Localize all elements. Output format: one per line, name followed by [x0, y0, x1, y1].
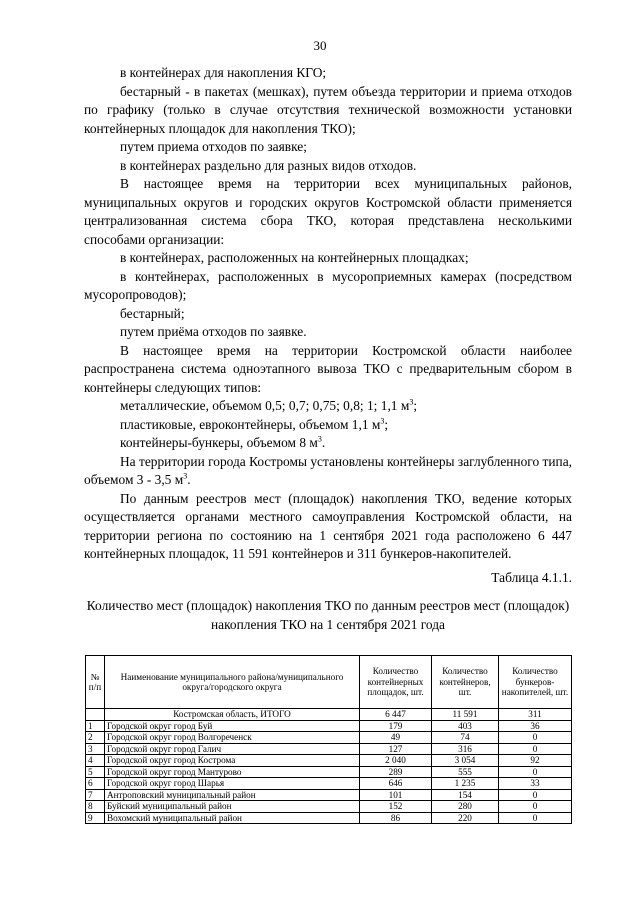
cell: 4: [86, 755, 105, 767]
header-cell: № п/п: [86, 656, 105, 709]
table-row: [86, 743, 572, 755]
cell: 36: [499, 720, 572, 732]
cell: Городской округ город Буй: [105, 720, 360, 732]
cell: 0: [499, 801, 572, 813]
cell: 92: [499, 755, 572, 767]
cell: 289: [360, 766, 432, 778]
cell: 179: [360, 720, 432, 732]
paragraph: бестарный;: [120, 305, 185, 321]
data-table: [85, 655, 572, 824]
cell: 0: [499, 812, 572, 824]
cell: 5: [86, 766, 105, 778]
cell: 101: [360, 789, 432, 801]
header-cell: Количество бункеров-накопителей, шт.: [499, 656, 572, 709]
cell: 0: [499, 732, 572, 744]
cell: 2: [86, 732, 105, 744]
paragraph: По данным реестров мест (площадок) накопления ТКО, ведение которых осуществляется органами местного самоуправления Костромской области, на территории региона по состоянию на 1 сентября 2021 года расположено 6 447 контейнерных площадок, 11 591 контейнеров и 311 бункеров-накопителей.: [84, 490, 572, 561]
cell: 9: [86, 812, 105, 824]
cell: 86: [360, 812, 432, 824]
superscript: 3: [317, 434, 322, 444]
paragraph: в контейнерах, расположенных в мусороприемных камерах (посредством мусоропроводов);: [84, 268, 572, 302]
cell: 3 054: [432, 755, 499, 767]
table-total-row: [86, 709, 572, 721]
table-row: [86, 766, 572, 778]
paragraph: бестарный - в пакетах (мешках), путем объезда территории и приема отходов по графику (только в случае отсутствия технической возможности установки контейнерных площадок для накопления ТКО);: [84, 83, 572, 136]
superscript: 3: [183, 471, 188, 481]
table-header-row: [86, 656, 572, 709]
paragraph: пластиковые, евроконтейнеры, объемом 1,1 $м^3$;: [120, 416, 389, 432]
text: пластиковые, евроконтейнеры, объемом 1,1 м: [120, 416, 381, 432]
cell: 0: [499, 743, 572, 755]
table-number: Таблица 4.1.1.: [491, 570, 572, 585]
cell: 74: [432, 732, 499, 744]
paragraph: металлические, объемом 0,5; 0,7; 0,75; 0,8; 1; 1,1 $м^3$;: [120, 397, 418, 413]
cell: 555: [432, 766, 499, 778]
cell: 0: [499, 766, 572, 778]
paragraph: На территории города Костромы установлены контейнеры заглубленного типа, объемом 3 - 3,5 $м^3$.: [84, 453, 572, 487]
superscript: 3: [409, 397, 414, 407]
table-row: [86, 812, 572, 824]
text: металлические, объемом 0,5; 0,7; 0,75; 0,8; 1; 1,1 м: [120, 398, 410, 413]
superscript: 3: [380, 416, 385, 426]
paragraph: В настоящее время на территории всех муниципальных районов, муниципальных округов и городских округов Костромской области применяется централизованная система сбора ТКО, которая представлена несколькими способами организации:: [84, 176, 572, 247]
paragraph: в контейнерах, расположенных на контейнерных площадках;: [120, 250, 469, 265]
cell: 1: [86, 720, 105, 732]
paragraph: контейнеры-бункеры, объемом 8 $м^3$.: [120, 434, 326, 450]
cell: [86, 709, 105, 721]
paragraph: путем приема отходов по заявке;: [120, 139, 307, 154]
table-row: [86, 801, 572, 813]
cell: 220: [432, 812, 499, 824]
cell: Городской округ город Волгореченск: [105, 732, 360, 744]
cell: Городской округ город Галич: [105, 743, 360, 755]
paragraph: В настоящее время на территории Костромской области наиболее распространена система одноэтапного вывоза ТКО с предварительным сбором в контейнеры следующих типов:: [84, 342, 572, 395]
cell: 316: [432, 743, 499, 755]
cell: Городской округ город Шарья: [105, 778, 360, 790]
cell: 11 591: [432, 709, 499, 721]
cell: 7: [86, 789, 105, 801]
cell: 646: [360, 778, 432, 790]
cell: 8: [86, 801, 105, 813]
table-row: [86, 778, 572, 790]
paragraph: в контейнерах раздельно для разных видов отходов.: [120, 157, 417, 173]
page-number: 30: [313, 38, 327, 53]
cell: 2 040: [360, 755, 432, 767]
cell: 127: [360, 743, 432, 755]
cell: Антроповский муниципальный район: [105, 789, 360, 801]
cell: 152: [360, 801, 432, 813]
table-row: [86, 732, 572, 744]
cell: Буйский муниципальный район: [105, 801, 360, 813]
header-cell: Количество контейнеров, шт.: [432, 656, 499, 709]
cell: 154: [432, 789, 499, 801]
cell: 3: [86, 743, 105, 755]
cell: 6: [86, 778, 105, 790]
cell: Городской округ город Мантурово: [105, 766, 360, 778]
header-cell: Количество контейнерных площадок, шт.: [360, 656, 432, 709]
cell: 49: [360, 732, 432, 744]
cell: 403: [432, 720, 499, 732]
header-cell: Наименование муниципального района/муниципального округа/городского округа: [105, 656, 360, 709]
paragraph: в контейнерах для накопления КГО;: [120, 65, 327, 80]
cell: 1 235: [432, 778, 499, 790]
table-caption: Количество мест (площадок) накопления ТКО по данным реестров мест (площадок) накопления ТКО на 1 сентября 2021 года: [86, 598, 570, 632]
table-row: [86, 789, 572, 801]
paragraph: путем приёма отходов по заявке.: [120, 324, 307, 339]
text: На территории города Костромы установлены контейнеры заглубленного типа, объемом 3 - 3,5 м: [84, 453, 572, 487]
cell: Городской округ город Кострома: [105, 755, 360, 767]
text: контейнеры-бункеры, объемом 8 м: [120, 435, 318, 450]
cell: 280: [432, 801, 499, 813]
table-row: [86, 720, 572, 732]
cell: 0: [499, 789, 572, 801]
cell: 311: [499, 709, 572, 721]
cell: 6 447: [360, 709, 432, 721]
cell: Вохомский муниципальный район: [105, 812, 360, 824]
table-row: [86, 755, 572, 767]
cell: Костромская область, ИТОГО: [105, 709, 360, 721]
cell: 33: [499, 778, 572, 790]
body-text: [84, 64, 572, 564]
